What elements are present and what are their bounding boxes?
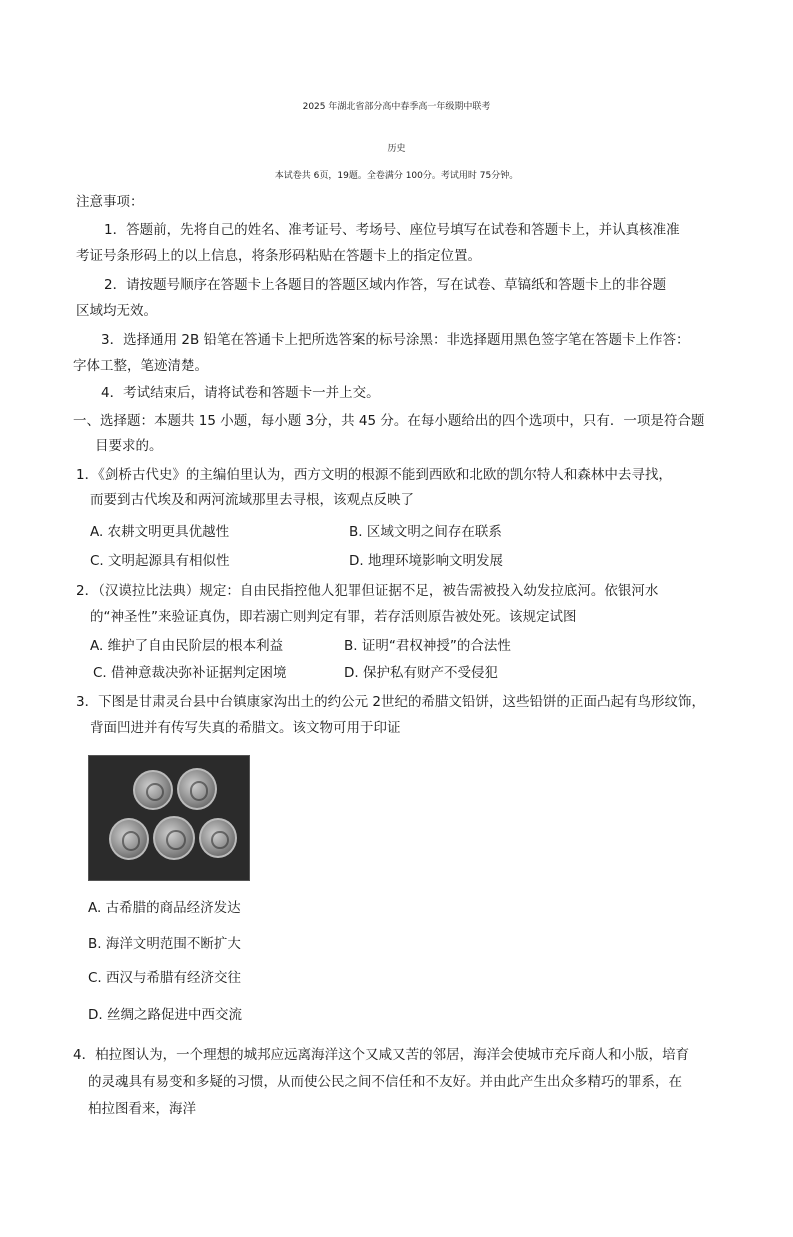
exam-info: 本试卷共 6页，19题。全卷满分 100分。考试用时 75分钟。: [274, 171, 519, 181]
q3-stem-line-2: 背面凹进并有传写失真的希腊文。该文物可用于印证: [90, 720, 401, 736]
section-1-line-1: 一、选择题：本题共 15 小题，每小题 3分，共 45 分。在每小题给出的四个选项中，只有．一项是符合题: [73, 413, 705, 429]
q2-stem-line-2: 的“神圣性”来验证真伪，即若溺亡则判定有罪，若存活则原告被处死。该规定试图: [90, 609, 577, 625]
note-2-line-1: 2．请按题号顺序在答题卡上各题目的答题区域内作答，写在试卷、草镐纸和答题卡上的非谷题: [104, 277, 667, 293]
q4-stem-line-1: 4．柏拉图认为，一个理想的城邦应远离海洋这个又咸又苦的邻居，海洋会使城市充斥商人和小版，培育: [73, 1047, 690, 1063]
note-3-line-2: 字体工整，笔迹清楚。: [73, 358, 208, 374]
coin-5: [199, 818, 237, 858]
q4-stem-line-3: 柏拉图看来，海洋: [88, 1101, 196, 1117]
q3-option-c: C. 西汉与希腊有经济交往: [88, 970, 242, 986]
q1-option-c: C. 文明起源具有相似性: [90, 553, 230, 569]
q2-option-a: A. 维护了自由民阶层的根本利益: [90, 638, 284, 654]
note-4: 4．考试结束后，请将试卷和答题卡一并上交。: [101, 385, 380, 401]
q3-option-a: A. 古希腊的商品经济发达: [88, 900, 241, 916]
q2-option-c: C. 借神意裁决弥补证据判定困境: [93, 665, 287, 681]
q3-option-d: D. 丝绸之路促进中西交流: [88, 1007, 242, 1023]
lead-coins-photo: [88, 755, 250, 881]
coin-2: [177, 768, 217, 810]
q2-stem-line-1: 2．（汉谟拉比法典）规定：自由民指控他人犯罪但证据不足，被告需被投入幼发拉底河。依银河水: [76, 583, 659, 599]
q1-stem-line-2: 而要到古代埃及和两河流域那里去寻根，该观点反映了: [90, 492, 414, 508]
q1-option-d: D. 地理环境影响文明发展: [349, 553, 503, 569]
q3-option-b: B. 海洋文明范围不断扩大: [88, 936, 241, 952]
coin-3: [109, 818, 149, 860]
q1-stem-line-1: 1．《剑桥古代史》的主编伯里认为，西方文明的根源不能到西欧和北欧的凯尔特人和森林中去寻找，: [76, 467, 672, 483]
q2-option-b: B. 证明“君权神授”的合法性: [344, 638, 511, 654]
section-1-line-2: 目要求的。: [95, 438, 163, 454]
note-1-line-2: 考证号条形码上的以上信息，将条形码粘贴在答题卡上的指定位置。: [76, 248, 481, 264]
subject-title: 历史: [387, 144, 406, 154]
coin-4: [153, 816, 195, 860]
note-2-line-2: 区域均无效。: [76, 303, 157, 319]
notes-heading: 注意事项：: [76, 194, 144, 210]
q4-stem-line-2: 的灵魂具有易变和多疑的习惯，从而使公民之间不信任和不友好。并由此产生出众多精巧的罪系，在: [88, 1074, 682, 1090]
note-3-line-1: 3．选择通用 2B 铅笔在答通卡上把所选答案的标号涂黑：非选择题用黑色签字笔在答题卡上作答：: [101, 332, 690, 348]
q2-option-d: D. 保护私有财产不受侵犯: [344, 665, 498, 681]
q3-stem-line-1: 3．下图是甘肃灵台县中台镇康家沟出土的约公元 2世纪的希腊文铅饼，这些铅饼的正面凸起有鸟形纹饰，: [76, 694, 705, 710]
coin-1: [133, 770, 173, 810]
q1-option-a: A. 农耕文明更具优越性: [90, 524, 230, 540]
exam-title: 2025 年湖北省部分高中春季高一年级期中联考: [302, 102, 491, 112]
note-1-line-1: 1．答题前，先将自己的姓名、准考证号、考场号、座位号填写在试卷和答题卡上，并认真核准准: [104, 222, 680, 238]
q1-option-b: B. 区域文明之间存在联系: [349, 524, 502, 540]
